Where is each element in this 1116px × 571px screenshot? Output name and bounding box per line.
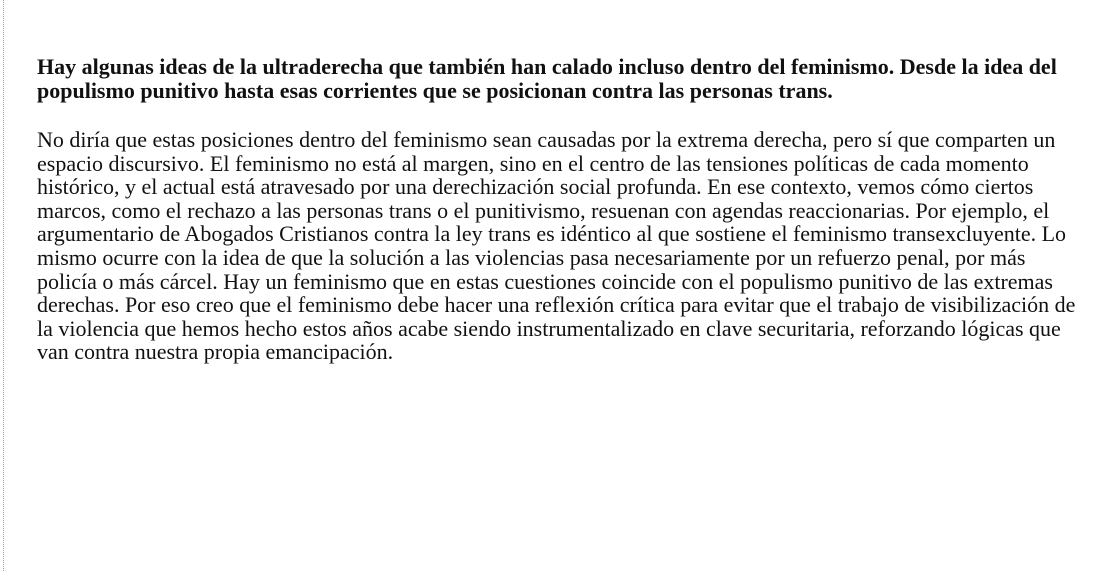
interview-answer: No diría que estas posiciones dentro del feminismo sean causadas por la extrema derecha, pero sí que comparten un espacio discursivo. El feminismo no está al margen, sino en el centro de las tensiones políticas de cada momento histórico, y el actual está atravesado por una derechización social profunda. En ese contexto, vemos cómo ciertos marcos, como el rechazo a las personas trans o el punitivismo, resuenan con agendas reaccionarias. Por ejemplo, el argumentario de Abogados Cristianos contra la ley trans es idéntico al que sostiene el feminismo transexcluyente. Lo mismo ocurre con la idea de que la solución a las violencias pasa necesariamente por un refuerzo penal, por más policía o más cárcel. Hay un feminismo que en estas cuestiones coincide con el populismo punitivo de las extremas derechas. Por eso creo que el feminismo debe hacer una reflexión crítica para evitar que el trabajo de visibilización de la violencia que hemos hecho estos años acabe siendo instrumentalizado en clave securitaria, reforzando lógicas que van contra nuestra propia emancipación. [37, 127, 1076, 365]
page-left-border [3, 0, 4, 571]
interview-question: Hay algunas ideas de la ultraderecha que también han calado incluso dentro del feminismo. Desde la idea del populismo punitivo hasta esas corrientes que se posicionan contra las personas trans. [37, 54, 1057, 103]
article-body [37, 55, 1077, 364]
